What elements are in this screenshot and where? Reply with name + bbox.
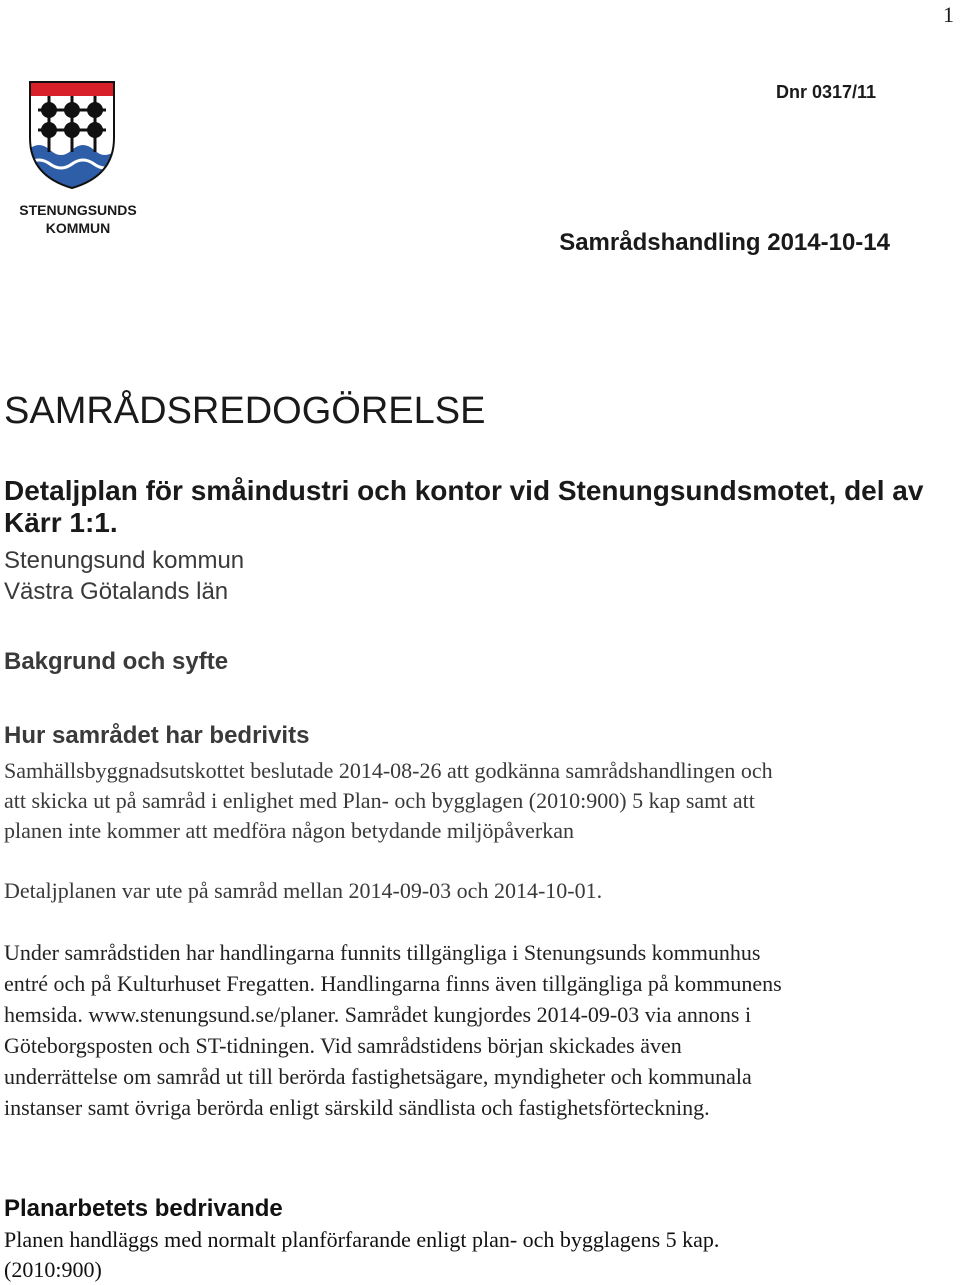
paragraph-line: hemsida. www.stenungsund.se/planer. Samrådet kungjordes 2014-09-03 via annons i xyxy=(4,1002,752,1027)
paragraph-line: Samhällsbyggnadsutskottet beslutade 2014-08-26 att godkänna samrådshandlingen och xyxy=(4,758,773,783)
section-heading-planarbete: Planarbetets bedrivande xyxy=(4,1195,283,1222)
paragraph-line: Göteborgsposten och ST-tidningen. Vid samrådstidens början skickades även xyxy=(4,1033,682,1058)
paragraph-line: Planen handläggs med normalt planförfarande enligt plan- och bygglagens 5 kap. xyxy=(4,1227,720,1252)
document-number: Dnr 0317/11 xyxy=(776,82,877,102)
logo-text xyxy=(6,201,150,237)
paragraph-line: instanser samt övriga berörda enligt särskild sändlista och fastighetsförteckning. xyxy=(4,1095,710,1120)
plan-subtitle: Detaljplan för småindustri och kontor vid Stenungsundsmotet, del av Kärr 1:1. xyxy=(4,475,924,538)
section-heading-bakgrund: Bakgrund och syfte xyxy=(4,648,229,675)
page-number: 1 xyxy=(943,2,954,27)
paragraph-consultation-period: Detaljplanen var ute på samråd mellan 2014-09-03 och 2014-10-01. xyxy=(4,878,603,903)
paragraph-line: planen inte kommer att medföra någon betydande miljöpåverkan xyxy=(4,818,574,843)
paragraph-decision xyxy=(4,756,944,846)
section-heading-hur-samradet: Hur samrådet har bedrivits xyxy=(4,722,310,749)
paragraph-line: att skicka ut på samråd i enlighet med Plan- och bygglagen (2010:900) 5 kap samt att xyxy=(4,788,755,813)
paragraph-line: Under samrådstiden har handlingarna funnits tillgängliga i Stenungsunds kommunhus xyxy=(4,940,761,965)
logo-text-line2: KOMMUN xyxy=(45,220,111,236)
paragraph-availability xyxy=(4,937,944,1123)
municipality-coat-of-arms-logo xyxy=(28,80,116,190)
location-block xyxy=(4,545,244,607)
paragraph-line: (2010:900) xyxy=(4,1257,102,1282)
logo-text-line1: STENUNGSUNDS xyxy=(19,202,137,218)
paragraph-line: entré och på Kulturhuset Fregatten. Handlingarna finns även tillgängliga på kommunens xyxy=(4,971,782,996)
document-type: Samrådshandling 2014-10-14 xyxy=(559,229,890,256)
paragraph-procedure xyxy=(4,1225,944,1285)
county-name: Västra Götalands län xyxy=(4,578,229,605)
page-title: SAMRÅDSREDOGÖRELSE xyxy=(4,390,486,432)
paragraph-line: underrättelse om samråd ut till berörda fastighetsägare, myndigheter och kommunala xyxy=(4,1064,752,1089)
municipality-name: Stenungsund kommun xyxy=(4,547,245,574)
